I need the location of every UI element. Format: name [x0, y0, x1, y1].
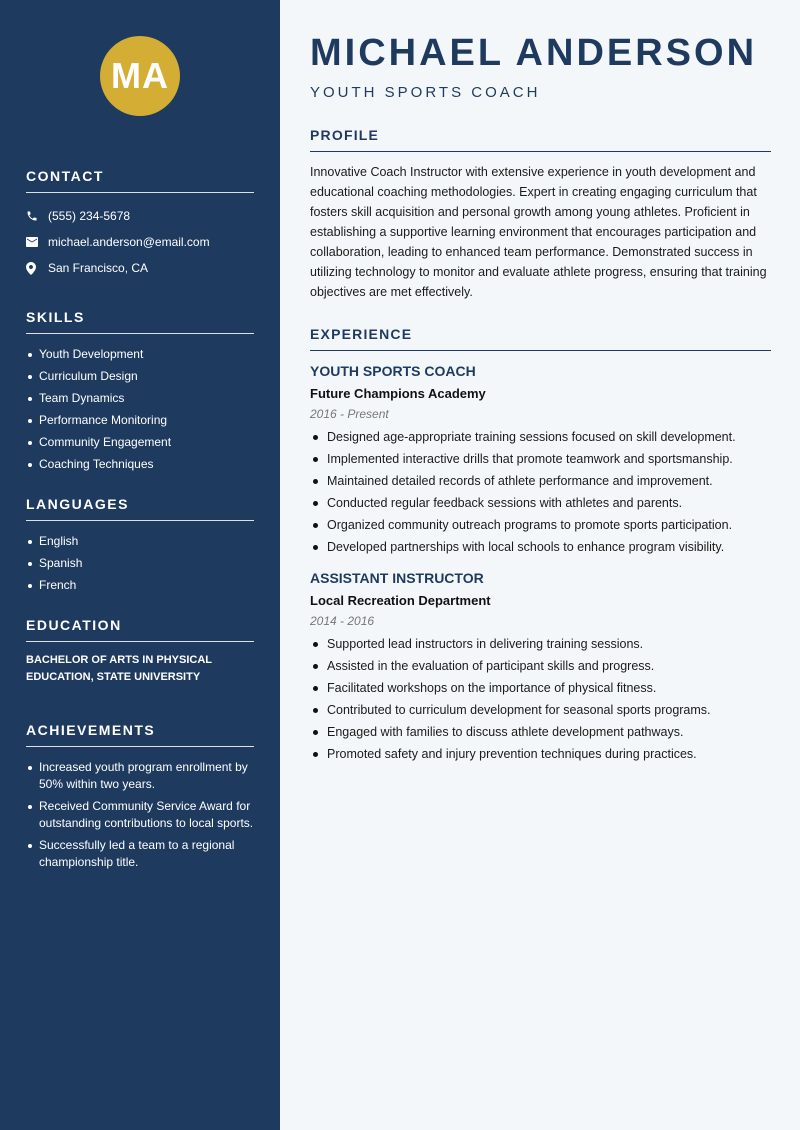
contact-item-location	[26, 255, 254, 281]
job-entry	[310, 363, 771, 556]
list-item: Organized community outreach programs to promote sports participation.	[310, 517, 771, 534]
profile-title: PROFILE	[310, 127, 771, 152]
job-bullets	[310, 636, 771, 763]
job-dates: 2016 - Present	[310, 407, 389, 421]
profile-text: Innovative Coach Instructor with extensive experience in youth development and educational coaching methodologies. Expert in creating engaging curriculum that fosters skill acquisition and personal growth among young athletes. Proficient in establishing a supportive learning environment that encourages participation and collaboration, leading to enhanced team performance. Demonstrated success in utilizing technology to monitor and evaluate athlete progress, ensuring that training objectives are met effectively.	[310, 165, 767, 299]
job-bullets	[310, 429, 771, 556]
contact-item-phone	[26, 203, 254, 229]
list-item: Team Dynamics	[26, 390, 254, 407]
skills-title: SKILLS	[26, 309, 254, 334]
job-title: ASSISTANT INSTRUCTOR	[310, 570, 484, 586]
job-title: YOUTH SPORTS COACH	[310, 363, 476, 379]
education-title: EDUCATION	[26, 617, 254, 642]
education-section	[26, 617, 254, 686]
contact-title: CONTACT	[26, 168, 254, 193]
contact-section	[26, 168, 254, 281]
candidate-role: YOUTH SPORTS COACH	[310, 84, 541, 101]
experience-section	[310, 326, 771, 763]
contact-list	[26, 203, 254, 281]
list-item: English	[26, 533, 254, 550]
list-item: Successfully led a team to a regional championship title.	[26, 837, 254, 871]
candidate-name: MICHAEL ANDERSON	[310, 32, 758, 74]
list-item: Community Engagement	[26, 434, 254, 451]
list-item: Assisted in the evaluation of participant skills and progress.	[310, 658, 771, 675]
list-item: Supported lead instructors in delivering training sessions.	[310, 636, 771, 653]
avatar: MA	[100, 36, 180, 116]
list-item: Spanish	[26, 555, 254, 572]
contact-location-text: San Francisco, CA	[48, 261, 149, 275]
main-content	[280, 0, 800, 1130]
mail-icon	[26, 237, 48, 247]
list-item: Developed partnerships with local schools to enhance program visibility.	[310, 539, 771, 556]
list-item: Maintained detailed records of athlete performance and improvement.	[310, 473, 771, 490]
profile-section	[310, 127, 771, 302]
job-company: Future Champions Academy	[310, 386, 486, 401]
skills-list	[26, 346, 254, 473]
list-item: Designed age-appropriate training sessions focused on skill development.	[310, 429, 771, 446]
list-item: French	[26, 577, 254, 594]
list-item: Performance Monitoring	[26, 412, 254, 429]
achievements-title: ACHIEVEMENTS	[26, 722, 254, 747]
list-item: Implemented interactive drills that promote teamwork and sportsmanship.	[310, 451, 771, 468]
contact-item-email	[26, 229, 254, 255]
job-entry	[310, 570, 771, 763]
languages-list	[26, 533, 254, 594]
list-item: Youth Development	[26, 346, 254, 363]
experience-title: EXPERIENCE	[310, 326, 771, 351]
job-company: Local Recreation Department	[310, 593, 491, 608]
contact-phone-text: (555) 234-5678	[48, 209, 131, 223]
education-degree: BACHELOR OF ARTS IN PHYSICAL EDUCATION, STATE UNIVERSITY	[26, 654, 212, 683]
list-item: Coaching Techniques	[26, 456, 254, 473]
list-item: Conducted regular feedback sessions with athletes and parents.	[310, 495, 771, 512]
languages-title: LANGUAGES	[26, 496, 254, 521]
achievements-list	[26, 759, 254, 871]
skills-section	[26, 309, 254, 473]
location-pin-icon	[26, 262, 48, 275]
job-dates: 2014 - 2016	[310, 614, 375, 628]
contact-email-text: michael.anderson@email.com	[48, 235, 210, 249]
list-item: Contributed to curriculum development for seasonal sports programs.	[310, 702, 771, 719]
list-item: Curriculum Design	[26, 368, 254, 385]
list-item: Facilitated workshops on the importance of physical fitness.	[310, 680, 771, 697]
list-item: Promoted safety and injury prevention techniques during practices.	[310, 746, 771, 763]
list-item: Engaged with families to discuss athlete development pathways.	[310, 724, 771, 741]
languages-section	[26, 496, 254, 594]
list-item: Received Community Service Award for outstanding contributions to local sports.	[26, 798, 254, 832]
phone-icon	[26, 210, 48, 222]
achievements-section	[26, 722, 254, 871]
list-item: Increased youth program enrollment by 50% within two years.	[26, 759, 254, 793]
sidebar	[0, 0, 280, 1130]
